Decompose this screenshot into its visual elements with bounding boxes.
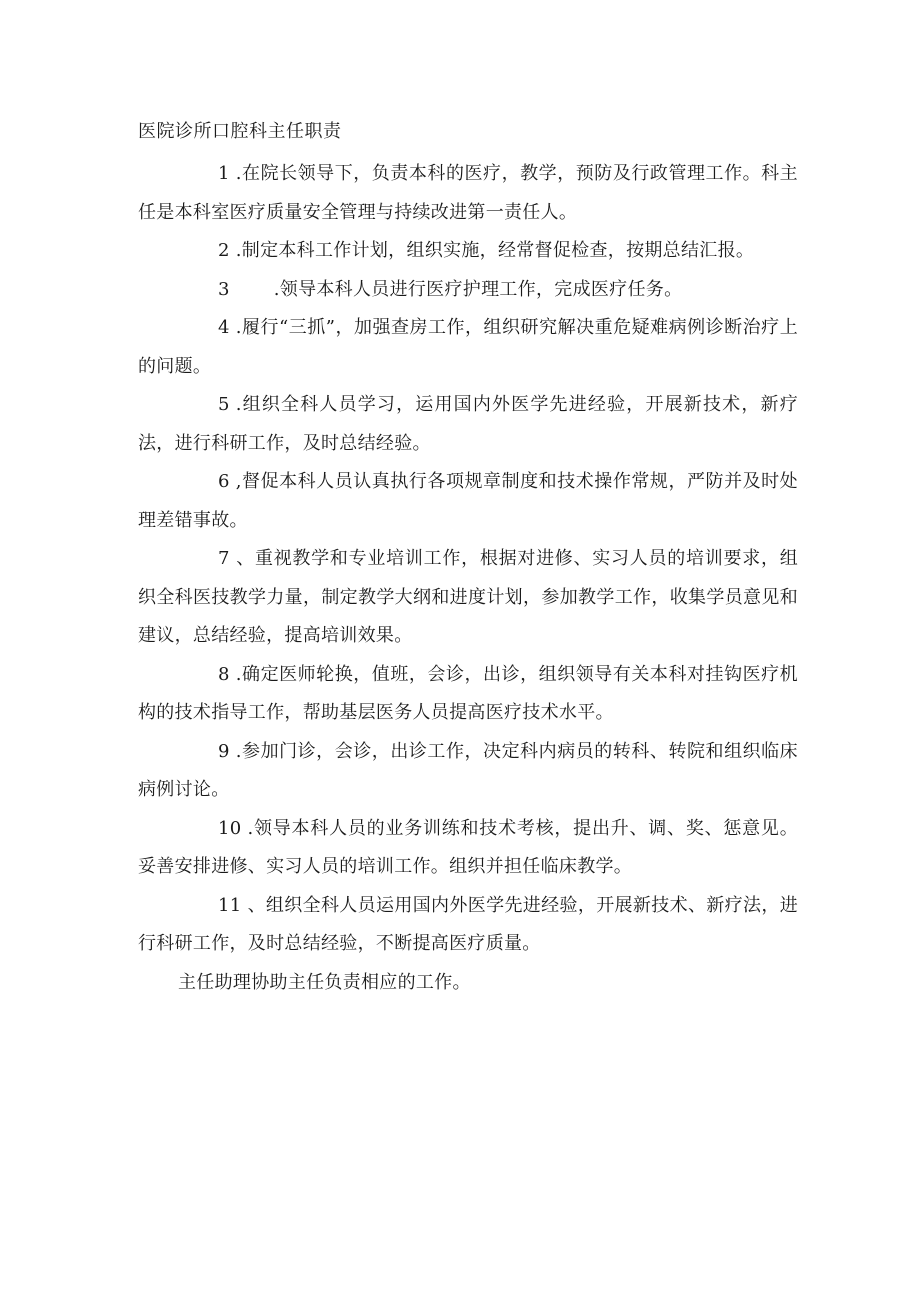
document-title: 医院诊所口腔科主任职责 — [138, 121, 342, 142]
item-number: 5 — [218, 394, 230, 415]
item-text: .制定本科工作计划，组织实施，经常督促检查，按期总结汇报。 — [235, 240, 755, 261]
duty-item-4 — [138, 309, 798, 386]
item-text: 、组织全科人员运用国内外医学先进经验，开展新技术、新疗法，进行科研工作，及时总结经验，不断提高医疗质量。 — [138, 894, 798, 954]
item-text: .领导本科人员进行医疗护理工作，完成医疗任务。 — [273, 278, 683, 300]
item-number: 6 — [218, 471, 230, 492]
duty-item-6 — [138, 463, 798, 540]
closing-note: 主任助理协助主任负责相应的工作。 — [178, 971, 471, 993]
item-number: 9 — [218, 740, 230, 762]
item-number: 3 — [218, 278, 230, 300]
item-number: 10 — [218, 817, 242, 839]
item-text: .履行“三抓”，加强查房工作，组织研究解决重危疑难病例诊断治疗上的问题。 — [138, 317, 798, 377]
item-number: 11 — [218, 894, 242, 916]
item-text: .在院长领导下，负责本科的医疗，教学，预防及行政管理工作。科主任是本科室医疗质量安全管理与持续改进第一责任人。 — [138, 163, 798, 223]
item-text: .确定医师轮换，值班，会诊，出诊，组织领导有关本科对挂钩医疗机构的技术指导工作，帮助基层医务人员提高医疗技术水平。 — [138, 663, 798, 723]
duty-item-2 — [138, 232, 798, 271]
item-text: .组织全科人员学习，运用国内外医学先进经验，开展新技术，新疗法，进行科研工作，及时总结经验。 — [138, 394, 798, 454]
item-number: 2 — [218, 240, 230, 261]
item-number: 1 — [218, 163, 230, 184]
duty-item-9 — [138, 733, 798, 810]
item-text: .领导本科人员的业务训练和技术考核，提出升、调、奖、惩意见。妥善安排进修、实习人员的培训工作。组织并担任临床教学。 — [138, 817, 798, 877]
duty-item-7 — [138, 540, 798, 656]
item-number: 4 — [218, 317, 230, 338]
duty-item-3 — [138, 271, 798, 310]
duty-item-1 — [138, 155, 798, 232]
duty-item-10 — [138, 810, 798, 887]
duty-item-11 — [138, 887, 798, 964]
item-text: .参加门诊，会诊，出诊工作，决定科内病员的转科、转院和组织临床病例讨论。 — [138, 740, 798, 800]
item-number: 8 — [218, 663, 230, 685]
item-text: 、重视教学和专业培训工作，根据对进修、实习人员的培训要求，组织全科医技教学力量，制定教学大纲和进度计划，参加教学工作，收集学员意见和建议，总结经验，提高培训效果。 — [138, 548, 798, 646]
document-body — [138, 116, 798, 1002]
duty-item-5 — [138, 386, 798, 463]
duty-item-8 — [138, 656, 798, 733]
item-text: ,督促本科人员认真执行各项规章制度和技术操作常规，严防并及时处理差错事故。 — [138, 471, 798, 531]
item-number: 7 — [218, 548, 230, 569]
